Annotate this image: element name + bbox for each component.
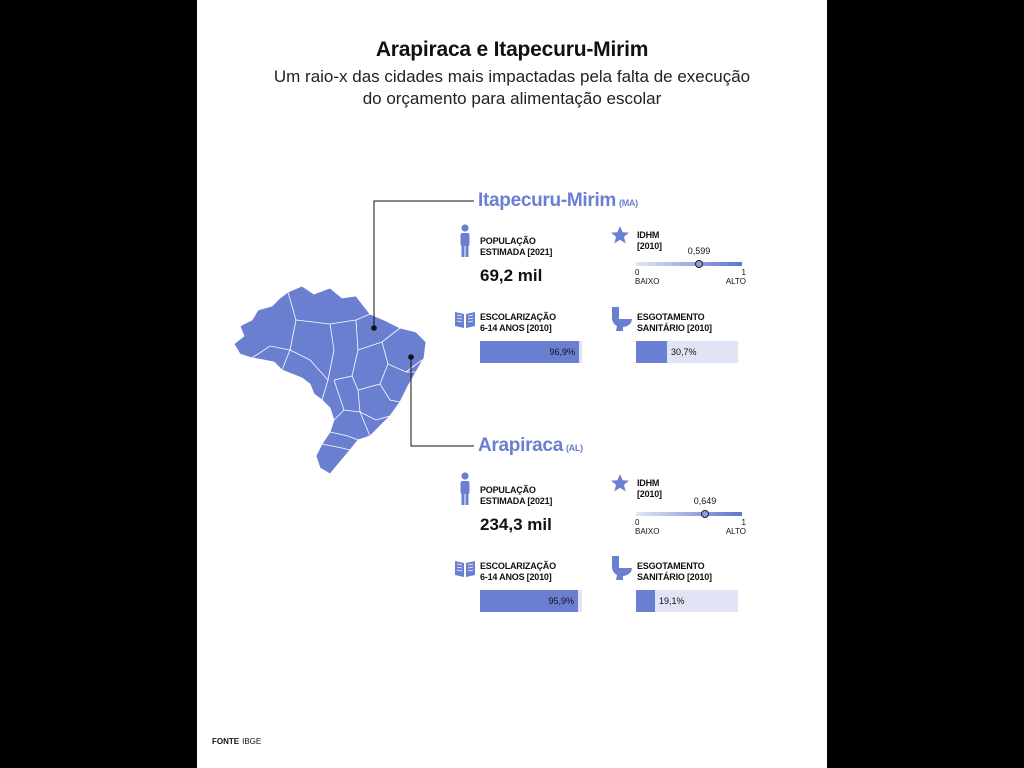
idhm-min-label — [635, 268, 659, 286]
population-label-line-2: ESTIMADA [2021] — [480, 496, 553, 506]
idhm-min-number: 0 — [635, 268, 640, 277]
sanitation-label-line-1: ESGOTAMENTO — [637, 312, 705, 322]
idhm-label — [637, 478, 662, 500]
page-title: Arapiraca e Itapecuru-Mirim — [375, 38, 649, 61]
schooling-label-line-2: 6-14 ANOS [2010] — [480, 572, 552, 582]
population-label-line-2: ESTIMADA [2021] — [480, 247, 553, 257]
schooling-label-line-1: ESCOLARIZAÇÃO — [480, 312, 556, 322]
sanitation-label-line-1: ESGOTAMENTO — [637, 561, 705, 571]
source-label: FONTE — [212, 737, 240, 746]
sanitation-label-line-2: SANITÁRIO [2010] — [637, 572, 712, 582]
itapecuru-marker — [371, 325, 377, 331]
idhm-meter-knob — [701, 510, 709, 518]
subtitle-line-2: do orçamento para alimentação escolar — [362, 89, 662, 108]
sanitation-bar-fill — [636, 341, 667, 363]
idhm-value: 0,599 — [687, 246, 711, 256]
sanitation-value: 19,1% — [659, 596, 685, 606]
idhm-label-line-1: IDHM — [637, 230, 660, 240]
sanitation-bar-fill — [636, 590, 655, 612]
sanitation-value: 30,7% — [671, 347, 697, 357]
sanitation-label — [637, 312, 712, 334]
city-name-itapecuru — [478, 190, 638, 212]
population-value: 234,3 mil — [480, 515, 552, 534]
connector-lines — [197, 0, 827, 768]
schooling-bar — [480, 590, 582, 612]
idhm-label-line-1: IDHM — [637, 478, 660, 488]
idhm-meter-track — [636, 262, 742, 266]
idhm-meter-knob — [695, 260, 703, 268]
sanitation-label — [637, 561, 712, 583]
schooling-label — [480, 312, 556, 334]
population-label-line-1: POPULAÇÃO — [480, 485, 536, 495]
star-icon — [610, 225, 630, 245]
city-name-arapiraca — [478, 435, 583, 457]
city-state: (MA) — [619, 198, 638, 208]
sanitation-bar — [636, 341, 738, 363]
idhm-meter-track — [636, 512, 742, 516]
idhm-label-line-2: [2010] — [637, 489, 662, 499]
idhm-value: 0,649 — [693, 496, 717, 506]
arapiraca-marker — [408, 354, 414, 360]
idhm-min-word: BAIXO — [635, 527, 660, 536]
person-icon — [459, 224, 471, 258]
idhm-max-word: ALTO — [725, 527, 746, 536]
idhm-max-number: 1 — [741, 518, 746, 527]
population-label-line-1: POPULAÇÃO — [480, 236, 536, 246]
schooling-value: 95,9% — [548, 596, 574, 606]
city-state: (AL) — [565, 443, 583, 453]
arapiraca-connector — [411, 357, 474, 446]
idhm-meter — [635, 496, 746, 536]
schooling-bar — [480, 341, 582, 363]
book-icon — [454, 558, 476, 578]
idhm-max-number: 1 — [741, 268, 746, 277]
population-label — [480, 485, 552, 507]
schooling-value: 96,9% — [549, 347, 575, 357]
star-icon — [610, 473, 630, 493]
idhm-max-word: ALTO — [725, 277, 746, 286]
infographic-page — [197, 0, 827, 768]
idhm-label-line-2: [2010] — [637, 241, 662, 251]
idhm-label — [637, 230, 662, 252]
schooling-label-line-2: 6-14 ANOS [2010] — [480, 323, 552, 333]
city-name-text: Itapecuru-Mirim — [478, 190, 617, 211]
subtitle-line-1: Um raio-x das cidades mais impactadas pela falta de execução — [273, 67, 751, 86]
sanitation-bar — [636, 590, 738, 612]
idhm-min-label — [635, 518, 659, 536]
idhm-max-label — [726, 518, 746, 536]
sanitation-label-line-2: SANITÁRIO [2010] — [637, 323, 712, 333]
toilet-icon — [611, 555, 633, 581]
book-icon — [454, 309, 476, 329]
source-note — [212, 737, 261, 746]
idhm-max-label — [726, 268, 746, 286]
person-icon — [459, 472, 471, 506]
toilet-icon — [611, 306, 633, 332]
city-name-text: Arapiraca — [478, 435, 563, 456]
idhm-min-number: 0 — [635, 518, 640, 527]
schooling-label-line-1: ESCOLARIZAÇÃO — [480, 561, 556, 571]
population-value: 69,2 mil — [480, 266, 543, 285]
source-value: IBGE — [242, 737, 262, 746]
population-label — [480, 236, 552, 258]
idhm-min-word: BAIXO — [635, 277, 660, 286]
schooling-label — [480, 561, 556, 583]
